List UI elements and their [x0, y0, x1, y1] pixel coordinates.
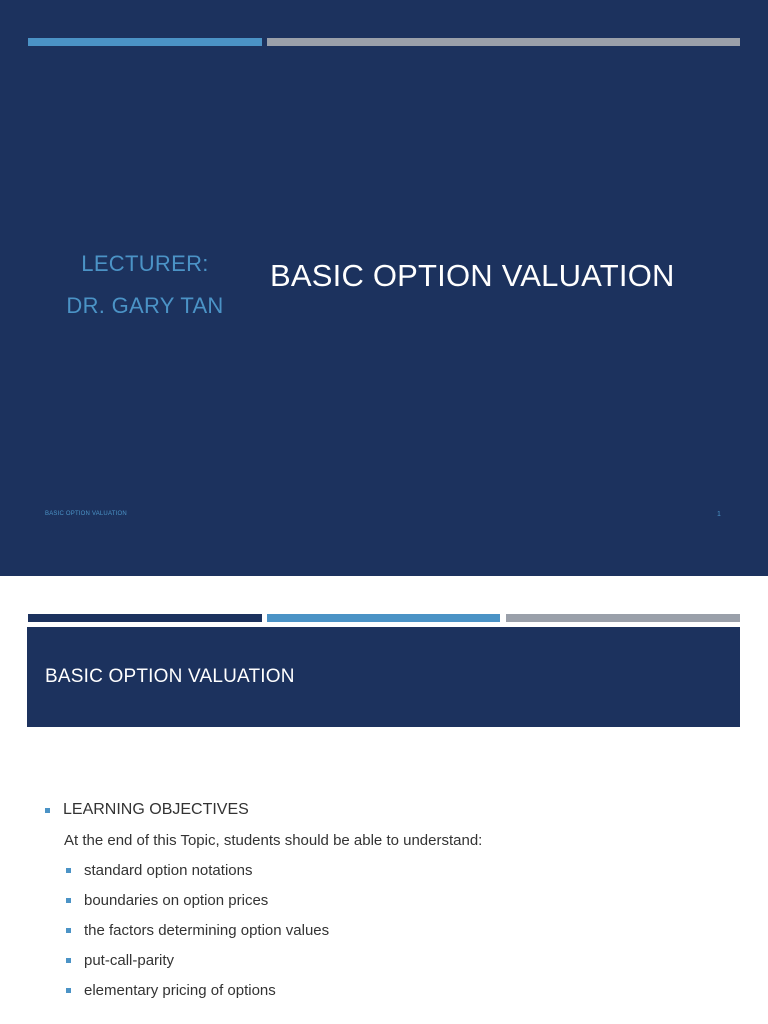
accent-bar-gray: [506, 614, 740, 622]
bullet-icon: [66, 868, 71, 873]
slide-title: BASIC OPTION VALUATION: [45, 666, 295, 687]
slide-footer: BASIC OPTION VALUATION: [45, 511, 127, 517]
lecturer-name: DR. GARY TAN: [66, 293, 224, 318]
lecturer-block: [40, 243, 250, 327]
accent-bar-blue: [267, 614, 500, 622]
objective-item: boundaries on option prices: [84, 892, 269, 909]
accent-bar-blue: [28, 38, 262, 46]
page-number: 1: [717, 511, 721, 518]
slide-title: BASIC OPTION VALUATION: [270, 258, 675, 293]
bullet-icon: [66, 898, 71, 903]
accent-bar-gray: [267, 38, 740, 46]
accent-bar-navy: [28, 614, 262, 622]
bullet-icon: [66, 958, 71, 963]
lecturer-label: LECTURER:: [81, 251, 209, 276]
objectives-intro: At the end of this Topic, students should be able to understand:: [64, 832, 483, 849]
slide-header: [27, 627, 740, 727]
objectives-heading: LEARNING OBJECTIVES: [63, 801, 249, 818]
objective-item: standard option notations: [84, 862, 253, 879]
objective-item: elementary pricing of options: [84, 982, 276, 999]
objective-item: put-call-parity: [84, 952, 175, 969]
objective-item: the factors determining option values: [84, 922, 330, 939]
bullet-icon: [66, 988, 71, 993]
bullet-icon: [66, 928, 71, 933]
bullet-icon: [45, 808, 50, 813]
